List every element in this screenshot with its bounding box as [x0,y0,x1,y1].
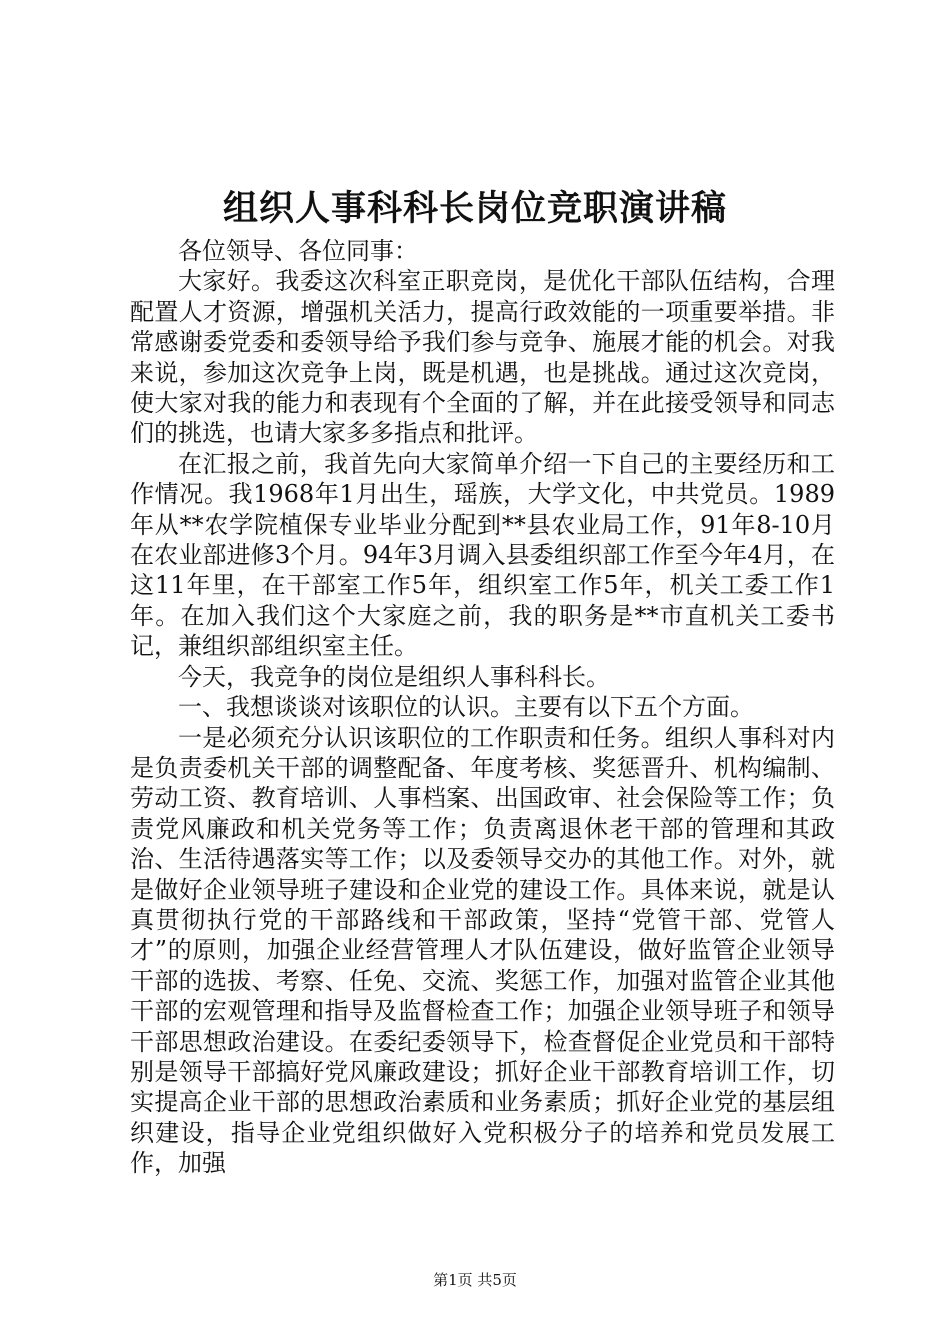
body-paragraph: 在汇报之前，我首先向大家简单介绍一下自己的主要经历和工作情况。我1968年1月出生，瑶族，大学文化，中共党员。1989年从**农学院植保专业毕业分配到**县农业局工作，91年8-10月在农业部进修3个月。94年3月调入县委组织部工作至今年4月，在这11年里，在干部室工作5年，组织室工作5年，机关工委工作1年。在加入我们这个大家庭之前，我的职务是**市直机关工委书记，兼组织部组织室主任。 [130,449,835,661]
body-paragraph: 今天，我竞争的岗位是组织人事科科长。 [178,662,610,691]
salutation-paragraph: 各位领导、各位同事： [178,237,418,265]
document-title: 组织人事科科长岗位竞职演讲稿 [222,188,727,229]
body-paragraph: 一、我想谈谈对该职位的认识。主要有以下五个方面。 [178,693,754,722]
body-paragraph: 大家好。我委这次科室正职竞岗，是优化干部队伍结构，合理配置人才资源，增强机关活力，提高行政效能的一项重要举措。非常感谢委党委和委领导给予我们参与竞争、施展才能的机会。对我来说，参加这次竞争上岗，既是机遇，也是挑战。通过这次竞岗，使大家对我的能力和表现有个全面的了解，并在此接受领导和同志们的挑选，也请大家多多指点和批评。 [130,267,835,448]
document-body [130,236,835,1179]
page-number-footer: 第1页 共5页 [433,1271,517,1289]
body-paragraph: 一是必须充分认识该职位的工作职责和任务。组织人事科对内是负责委机关干部的调整配备、年度考核、奖惩晋升、机构编制、劳动工资、教育培训、人事档案、出国政审、社会保险等工作；负责党风廉政和机关党务等工作；负责离退休老干部的管理和其政治、生活待遇落实等工作；以及委领导交办的其他工作。对外，就是做好企业领导班子建设和企业党的建设工作。具体来说，就是认真贯彻执行党的干部路线和干部政策，坚持“党管干部、党管人才”的原则，加强企业经营管理人才队伍建设，做好监管企业领导干部的选拔、考察、任免、交流、奖惩工作，加强对监管企业其他干部的宏观管理和指导及监督检查工作；加强企业领导班子和领导干部思想政治建设。在委纪委领导下，检查督促企业党员和干部特别是领导干部搞好党风廉政建设；抓好企业干部教育培训工作，切实提高企业干部的思想政治素质和业务素质；抓好企业党的基层组织建设，指导企业党组织做好入党积极分子的培养和党员发展工作，加强 [130,723,835,1178]
